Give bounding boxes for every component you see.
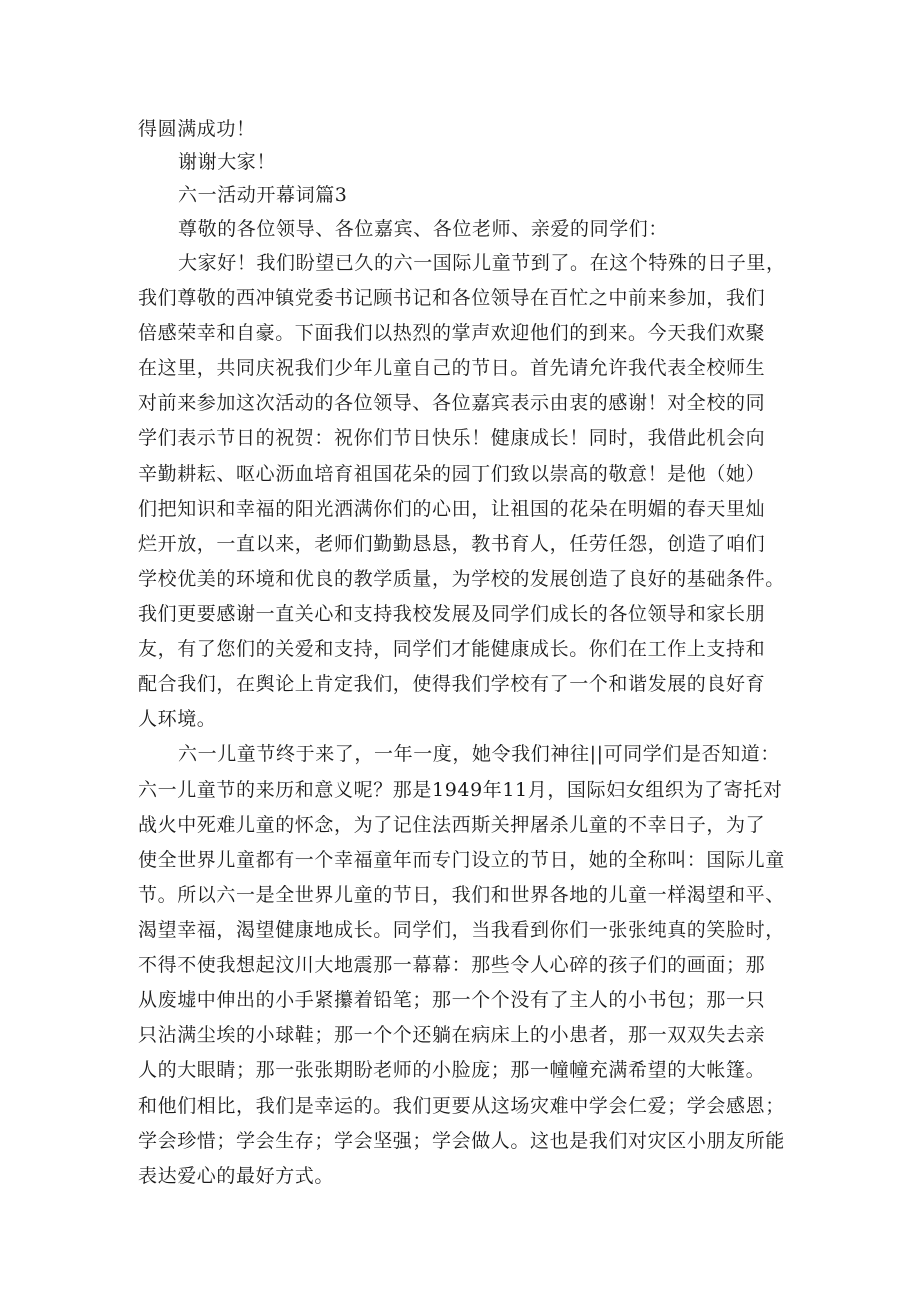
- text-line: 渴望幸福，渴望健康地成长。同学们，当我看到你们一张张纯真的笑脸时，: [138, 919, 785, 941]
- text-line: 学校优美的环境和优良的教学质量，为学校的发展创造了良好的基础条件。: [138, 568, 785, 590]
- text-line: 学们表示节日的祝贺：祝你们节日快乐！健康成长！同时，我借此机会向: [138, 427, 766, 449]
- text-line: 节。所以六一是全世界儿童的节日，我们和世界各地的儿童一样渴望和平、: [138, 884, 785, 906]
- text-line: 我们更要感谢一直关心和支持我校发展及同学们成长的各位领导和家长朋: [138, 603, 766, 625]
- section-heading: 六一活动开幕词篇3: [178, 184, 348, 206]
- text-line: 六一儿童节终于来了，一年一度，她令我们神往||可同学们是否知道：: [178, 743, 781, 765]
- text-line: 不得不使我想起汶川大地震那一幕幕：那些令人心碎的孩子们的画面；那: [138, 954, 766, 976]
- text-line: 我们尊敬的西冲镇党委书记顾书记和各位领导在百忙之中前来参加，我们: [138, 287, 766, 309]
- text-line: 大家好！我们盼望已久的六一国际儿童节到了。在这个特殊的日子里，: [178, 252, 786, 274]
- text-line: 在这里，共同庆祝我们少年儿童自己的节日。首先请允许我代表全校师生: [138, 357, 766, 379]
- text-line: 学会珍惜；学会生存；学会坚强；学会做人。这也是我们对灾区小朋友所能: [138, 1130, 785, 1152]
- text-line: 人环境。: [138, 708, 217, 730]
- text-line: 配合我们，在舆论上肯定我们，使得我们学校有了一个和谐发展的良好育: [138, 673, 766, 695]
- text-line: 人的大眼睛；那一张张期盼老师的小脸庞；那一幢幢充满希望的大帐篷。: [138, 1059, 766, 1081]
- text-line: 战火中死难儿童的怀念，为了记住法西斯关押屠杀儿童的不幸日子，为了: [138, 814, 766, 836]
- text-line: 倍感荣幸和自豪。下面我们以热烈的掌声欢迎他们的到来。今天我们欢聚: [138, 322, 766, 344]
- salutation: 尊敬的各位领导、各位嘉宾、各位老师、亲爱的同学们：: [178, 218, 669, 240]
- text-line: 和他们相比，我们是幸运的。我们更要从这场灾难中学会仁爱；学会感恩；: [138, 1095, 785, 1117]
- text-line: 友，有了您们的关爱和支持，同学们才能健康成长。你们在工作上支持和: [138, 638, 766, 660]
- text-line: 六一儿童节的来历和意义呢？那是1949年11月，国际妇女组织为了寄托对: [138, 779, 783, 801]
- text-line: 使全世界儿童都有一个幸福童年而专门设立的节日，她的全称叫：国际儿童: [138, 849, 785, 871]
- text-line: 得圆满成功！: [138, 118, 256, 140]
- text-line: 从废墟中伸出的小手紧攥着铅笔；那一个个没有了主人的小书包；那一只: [138, 989, 766, 1011]
- text-line: 只沾满尘埃的小球鞋；那一个个还躺在病床上的小患者，那一双双失去亲: [138, 1024, 766, 1046]
- text-line: 谢谢大家！: [178, 151, 277, 173]
- text-line: 辛勤耕耘、呕心沥血培育祖国花朵的园丁们致以崇高的敬意！是他（她）: [138, 463, 766, 485]
- text-line: 们把知识和幸福的阳光洒满你们的心田，让祖国的花朵在明媚的春天里灿: [138, 498, 766, 520]
- text-line: 对前来参加这次活动的各位领导、各位嘉宾表示由衷的感谢！对全校的同: [138, 392, 766, 414]
- text-line: 烂开放，一直以来，老师们勤勤恳恳，教书育人，任劳任怨，创造了咱们: [138, 533, 766, 555]
- text-line: 表达爱心的最好方式。: [138, 1165, 335, 1187]
